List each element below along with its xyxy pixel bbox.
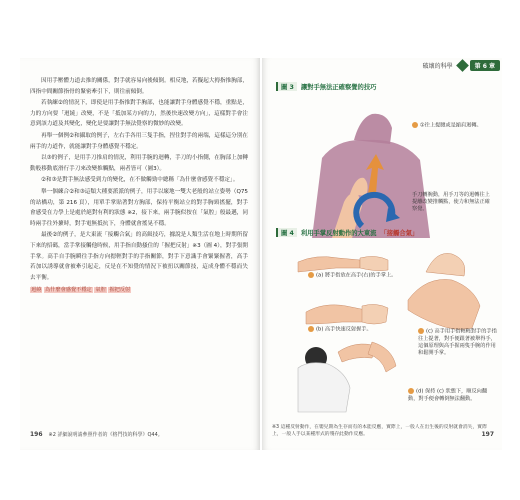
book-title: 破壞的科學 bbox=[422, 62, 453, 70]
fig4-caption-a bbox=[308, 272, 406, 280]
caption-text: (c) 高手用手指輕輕對手的手指往上提著，對手便跟著被舉得手，這個原理與高手握兩隻手腕的作用和鬆開手掌。 bbox=[418, 328, 497, 356]
fig4-caption-d bbox=[408, 388, 494, 403]
highlight-term: 為什麼會感覺不穩定 bbox=[45, 287, 92, 294]
caption-text: (a) 將手指放在高手(右)的手掌上。 bbox=[316, 272, 397, 279]
paragraph-text: 若執練②的情況下，即使是用手指推對手胸部，也能讓對手身體感覺不穩，重點是，力的方向要「迴繞」改變，不是「抵加某方向的力，然後快速改變方向」，這樣對手會注意到該力道及其變化，變化是要讓對手無法覺察的微妙的改變。 bbox=[30, 100, 248, 128]
left-body-text bbox=[30, 76, 248, 296]
fig4-title-highlight: 「接觸合氣」 bbox=[380, 230, 419, 237]
highlight-terms bbox=[30, 285, 248, 296]
paragraph: 舉一個練合②和③這類大種要派派的例子，用手以壞地一雙大老般的站立姿勢（Q75的站橋功，第 216 頁），用單手掌貼著對方胸部，保持平衡站立的對手胸頸搖擺，對手會感受在力學上是處於絕對有利的狀態 ※2，接下來，兩手腕似按在「氣腔」般最邁，同時兩手往外擴時，對手電無抵抗下，身體就會搖晃不穩。 bbox=[30, 188, 248, 227]
caption-marker-icon bbox=[308, 272, 314, 278]
paragraph-text: ②和③是對手無法感受到力的變化，在不做觸勁中總稱「為什麼會感覺不穩定」。 bbox=[41, 177, 239, 184]
paragraph: 以③的例子，是用手刀推肩的情況，利用手腕的迴轉，手刀的小指側，在胸部上加轉動般移動底滑行手刀來改變推觸點，兩者皆可（圖3）。 bbox=[30, 155, 248, 172]
caption-text: 手刀轉腕動，用手刀等的迴轉往上提離改變推觸點，使力和無法正確察覺。 bbox=[412, 192, 490, 212]
page-number: 197 bbox=[481, 431, 494, 438]
fig3-label: 圖 3 bbox=[276, 82, 297, 91]
fig4-caption-b bbox=[308, 326, 398, 334]
chapter-diamond-icon bbox=[456, 59, 469, 72]
caption-marker-icon bbox=[308, 326, 314, 332]
caption-marker-icon bbox=[412, 122, 418, 128]
chapter-tab: 第 6 章 bbox=[470, 60, 500, 71]
highlight-term: 迴繞 bbox=[31, 287, 42, 294]
caption-marker-icon bbox=[408, 388, 414, 394]
fig4-caption-c bbox=[418, 328, 498, 357]
caption-text: (b) 高手快速反射握手。 bbox=[316, 326, 372, 333]
paragraph bbox=[30, 98, 248, 130]
highlight-term: 氣腔 bbox=[95, 287, 106, 294]
fig3-caption-b bbox=[412, 192, 490, 213]
right-footer bbox=[272, 424, 494, 438]
footnote: ※2 詳細說明請參照作者的《格鬥技的科學》Q44。 bbox=[48, 432, 163, 438]
fig4-label: 圖 4 bbox=[276, 228, 297, 237]
paragraph: 因用手壓體力道去推的關係，對手就容易向後傾倒。相反地，若擬起大拇指推胸部，四指中間關節指骨的緊密牽引下，則往前傾倒。 bbox=[30, 78, 248, 95]
paragraph: 再舉一個例②和攝取的例子，左右手各用三隻手指，捏住對手的兩端，這樣這分別在兩手的力道作，就能讓對手身體感覺不穩定。 bbox=[30, 132, 248, 150]
fig3-heading bbox=[276, 82, 376, 91]
footnote: ※3 這種反射動作，在嬰兒期為生存而有的本能反應，實際上，一般人在出生後的反射就會消失，實際上，一般人手以某種形式的殘存此動作反應。 bbox=[272, 425, 487, 437]
fig3-title: 讓對手無法正確察覺的技巧 bbox=[300, 84, 377, 91]
highlight-term: 握把反射 bbox=[109, 287, 131, 294]
caption-text: (d) 保持 (c) 狀態下，順反向翻動，對手便會轉倒無法翻動。 bbox=[408, 388, 488, 402]
left-footer bbox=[30, 431, 250, 438]
right-page bbox=[262, 58, 502, 450]
paragraph: 最後②的例子，是大東流「接觸合氣」的高級技巧，據說是人類生活在地上時期所留下來的招碼，當手掌接觸他時候，用手指自動搔住的「握把反射」※3（圖 4），對手張開手掌。高手自手腕瞬往手指方向摁輕對手的手指關節，對手下意識手會緊緊握著，高手若加以誘導就會被牽引起走，反是在不知覺的情況下被扭以關節技，這成身體不穩而失去平衡。 bbox=[30, 232, 248, 281]
left-page bbox=[20, 58, 260, 450]
paragraph bbox=[30, 175, 248, 186]
chapter-header bbox=[390, 58, 500, 72]
page-number: 196 bbox=[30, 431, 43, 438]
fig3-caption-a bbox=[412, 122, 484, 130]
fig4-title: 利用手掌反射動作的大東流 bbox=[300, 230, 377, 237]
caption-marker-icon bbox=[418, 328, 424, 334]
caption-text: ①往上提腰或是縮肩迴轉。 bbox=[420, 122, 482, 129]
fig3-illustration bbox=[292, 98, 462, 238]
